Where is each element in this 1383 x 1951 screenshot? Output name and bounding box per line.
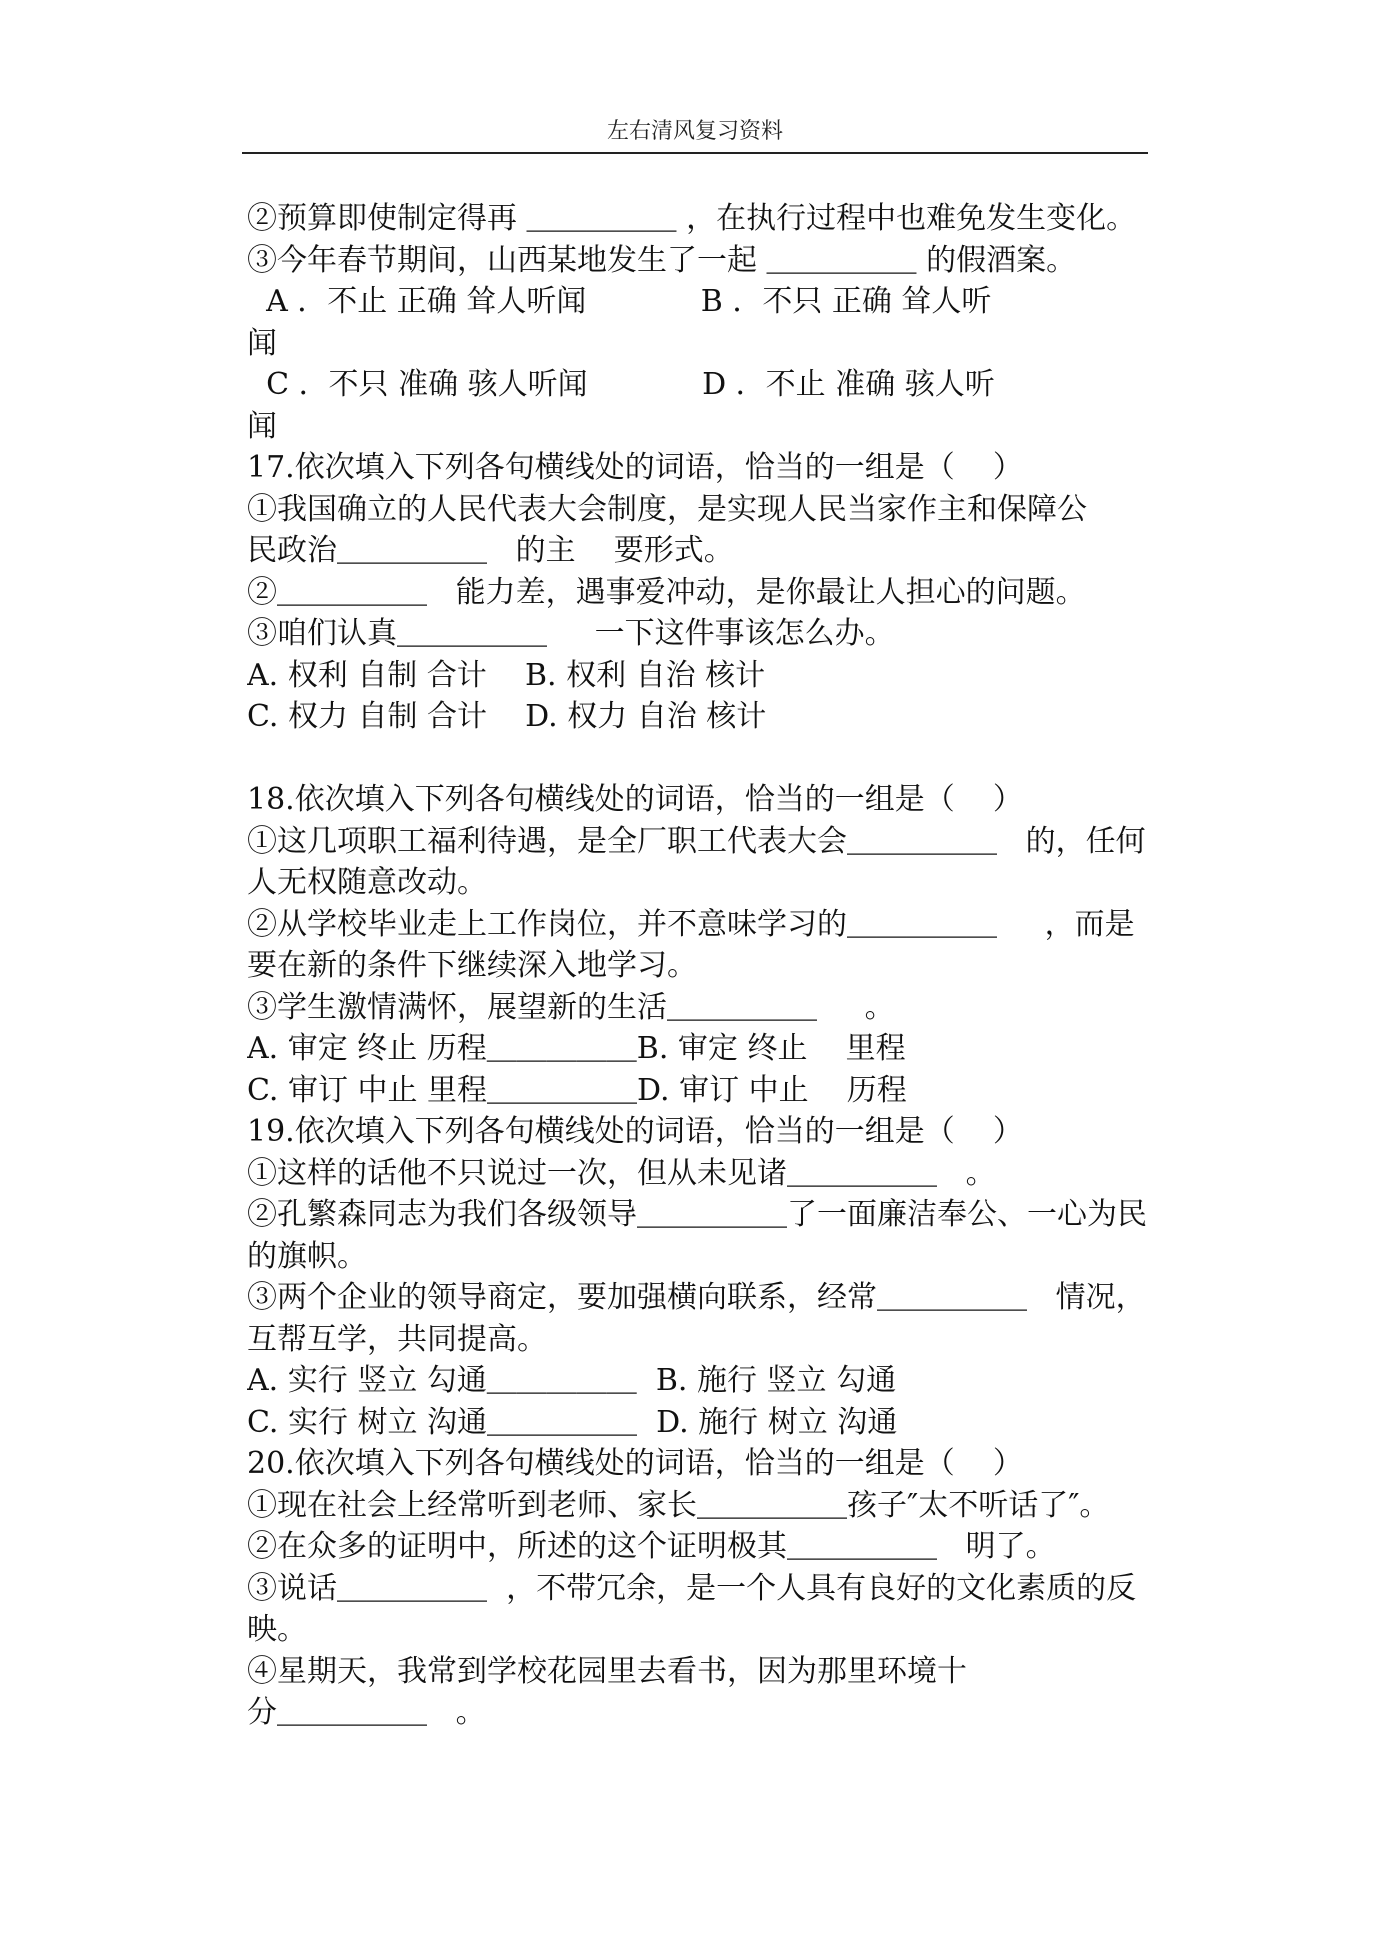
text-line: A ．不止 正确 耸人听闻 B ．不只 正确 耸人听 bbox=[247, 284, 992, 319]
question-17-title: 17.依次填入下列各句横线处的词语，恰当的一组是（ ） bbox=[247, 450, 1023, 485]
text-line: ②预算即使制定得再 ＿＿＿＿＿ ，在执行过程中也难免发生变化。 bbox=[247, 201, 1137, 236]
header-rule bbox=[242, 152, 1148, 154]
option-line: C. 权力 自制 合计 D. 权力 自治 核计 bbox=[247, 699, 767, 734]
text-line: 分＿＿＿＿＿ 。 bbox=[247, 1695, 486, 1730]
text-line: ②＿＿＿＿＿ 能力差，遇事爱冲动，是你最让人担心的问题。 bbox=[247, 574, 1086, 610]
question-20-title: 20.依次填入下列各句横线处的词语，恰当的一组是（ ） bbox=[247, 1446, 1023, 1481]
document-body bbox=[247, 198, 1147, 1734]
text-line: 人无权随意改动。 bbox=[247, 865, 487, 900]
text-line: ②孔繁森同志为我们各级领导＿＿＿＿＿了一面廉洁奉公、一心为民 bbox=[247, 1197, 1147, 1232]
text-line: 互帮互学，共同提高。 bbox=[247, 1321, 547, 1357]
question-19-title: 19.依次填入下列各句横线处的词语，恰当的一组是（ ） bbox=[247, 1114, 1023, 1149]
text-line: ③今年春节期间，山西某地发生了一起 ＿＿＿＿＿ 的假酒案。 bbox=[247, 242, 1077, 278]
option-line: C. 实行 树立 沟通＿＿＿＿＿ D. 施行 树立 沟通 bbox=[247, 1404, 898, 1440]
text-line: ①这几项职工福利待遇，是全厂职工代表大会＿＿＿＿＿ 的，任何 bbox=[247, 823, 1146, 859]
text-line: ③说话＿＿＿＿＿ ，不带冗余，是一个人具有良好的文化素质的反 bbox=[247, 1570, 1137, 1606]
text-line: 映。 bbox=[247, 1612, 307, 1647]
page-header: 左右清风复习资料 bbox=[606, 119, 783, 144]
text-line: ③两个企业的领导商定，要加强横向联系，经常＿＿＿＿＿ 情况， bbox=[247, 1280, 1146, 1315]
text-line: ③学生激情满怀，展望新的生活＿＿＿＿＿ 。 bbox=[247, 989, 895, 1025]
option-line: A. 审定 终止 历程＿＿＿＿＿B. 审定 终止 里程 bbox=[247, 1031, 906, 1066]
text-line: ②在众多的证明中，所述的这个证明极其＿＿＿＿＿ 明了。 bbox=[247, 1529, 1056, 1564]
text-line: ①现在社会上经常听到老师、家长＿＿＿＿＿孩子″太不听话了″。 bbox=[247, 1487, 1110, 1523]
text-line: 要在新的条件下继续深入地学习。 bbox=[247, 948, 697, 983]
option-line: A. 实行 竖立 勾通＿＿＿＿＿ B. 施行 竖立 勾通 bbox=[247, 1363, 897, 1398]
option-line: C. 审订 中止 里程＿＿＿＿＿D. 审订 中止 历程 bbox=[247, 1072, 907, 1108]
text-line: 闻 bbox=[247, 408, 277, 444]
text-line: ②从学校毕业走上工作岗位，并不意味学习的＿＿＿＿＿ ，而是 bbox=[247, 906, 1135, 942]
text-line: ③咱们认真＿＿＿＿＿ 一下这件事该怎么办。 bbox=[247, 616, 895, 651]
option-line: A. 权利 自制 合计 B. 权利 自治 核计 bbox=[247, 657, 766, 693]
text-line: ④星期天，我常到学校花园里去看书，因为那里环境十 bbox=[247, 1653, 967, 1689]
text-line: 民政治＿＿＿＿＿ 的主 要形式。 bbox=[247, 533, 734, 568]
text-line: C ．不只 准确 骇人听闻 D ．不止 准确 骇人听 bbox=[247, 367, 995, 402]
text-line: 的旗帜。 bbox=[247, 1238, 367, 1274]
text-line: ①我国确立的人民代表大会制度，是实现人民当家作主和保障公 bbox=[247, 491, 1087, 527]
question-18-title: 18.依次填入下列各句横线处的词语，恰当的一组是（ ） bbox=[247, 782, 1023, 817]
blank-line bbox=[247, 738, 1147, 780]
text-line: 闻 bbox=[247, 325, 277, 361]
text-line: ①这样的话他不只说过一次，但从未见诸＿＿＿＿＿ 。 bbox=[247, 1155, 996, 1191]
